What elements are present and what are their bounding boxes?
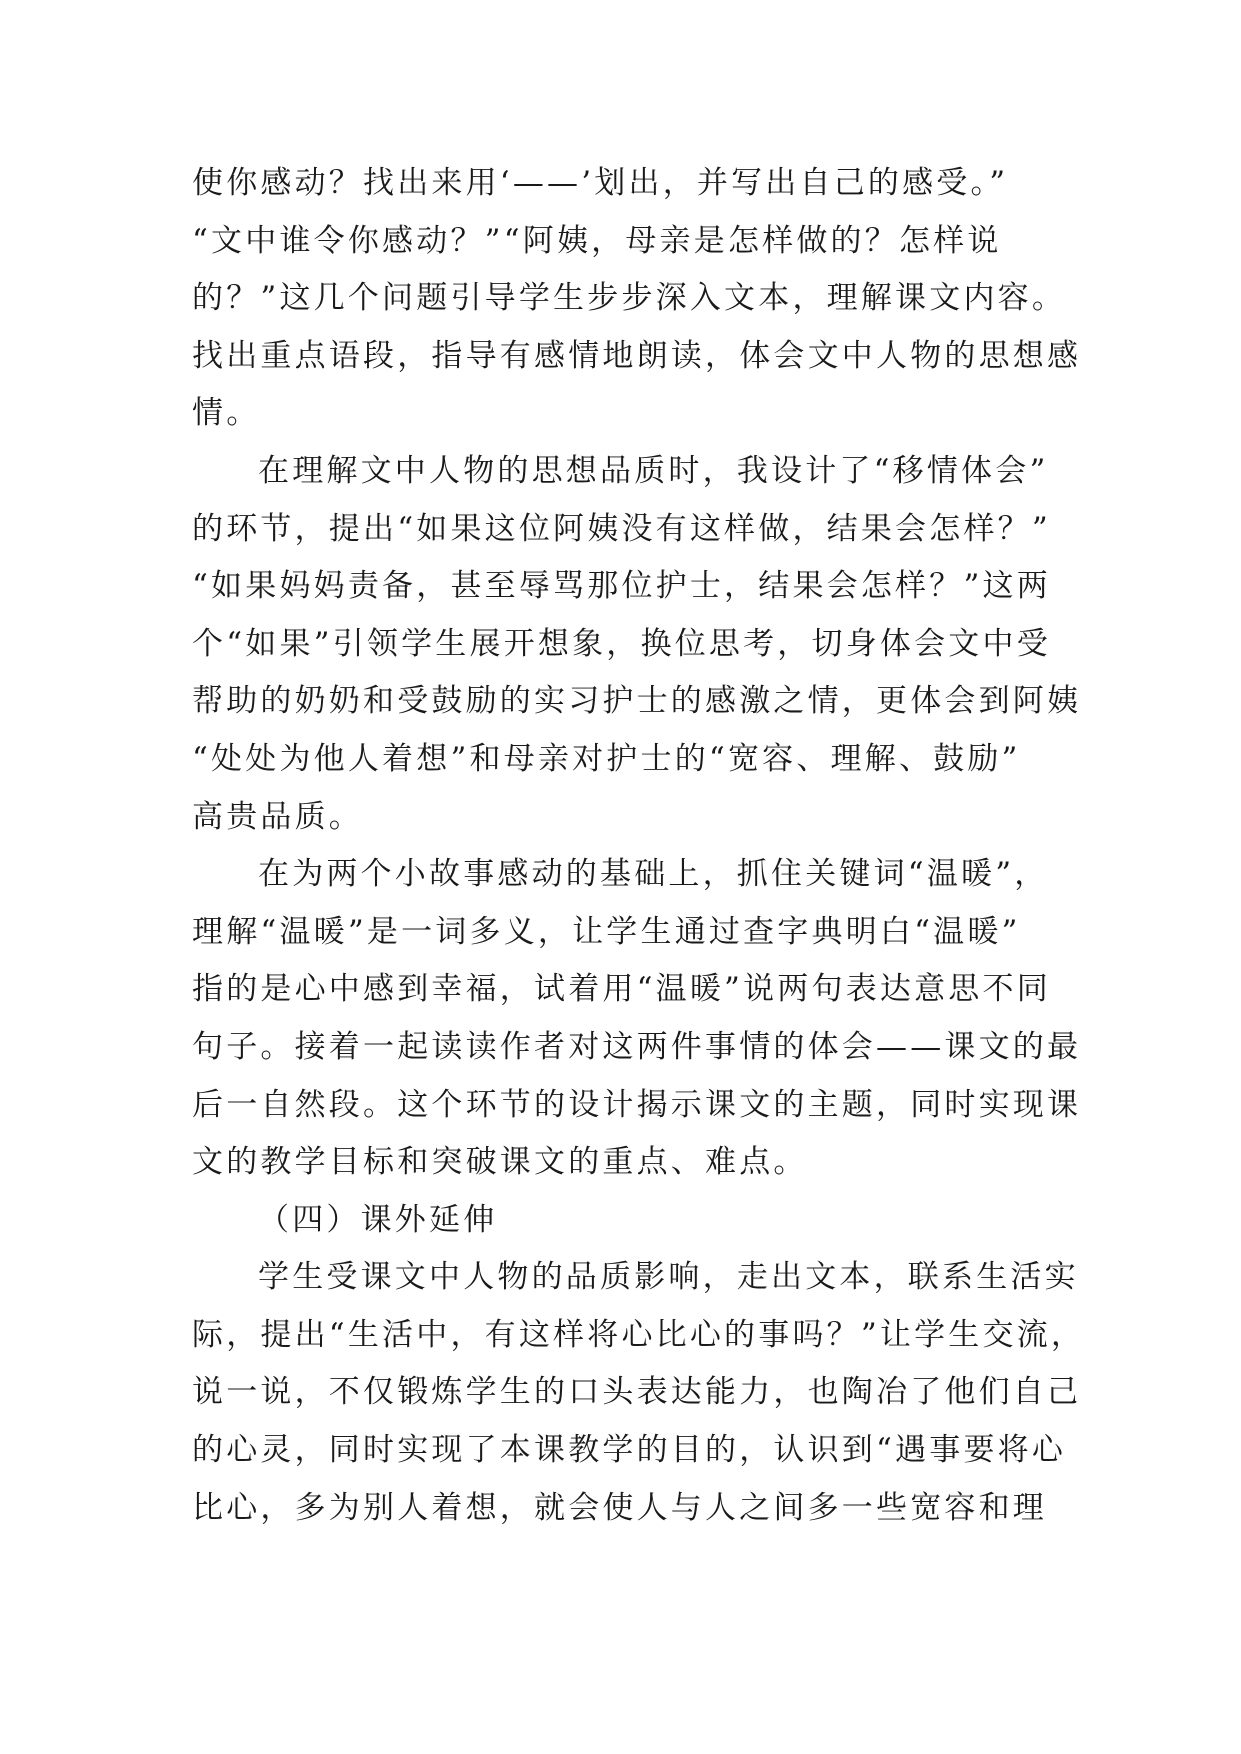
text-line: 个“如果”引领学生展开想象，换位思考，切身体会文中受 <box>192 625 1051 662</box>
text-line: “如果妈妈责备，甚至辱骂那位护士，结果会怎样？”这两 <box>192 568 1051 605</box>
text-line: “处处为他人着想”和母亲对护士的“宽容、理解、鼓励” <box>192 740 1021 777</box>
text-line: 际，提出“生活中，有这样将心比心的事吗？”让学生交流， <box>192 1316 1086 1353</box>
text-line: 帮助的奶奶和受鼓励的实习护士的感激之情，更体会到阿姨 <box>192 683 1082 720</box>
text-line: 后一自然段。这个环节的设计揭示课文的主题，同时实现课 <box>192 1086 1082 1123</box>
paragraph-first-line: 学生受课文中人物的品质影响，走出文本，联系生活实 <box>258 1259 1079 1296</box>
text-line: 文的教学目标和突破课文的重点、难点。 <box>192 1144 808 1181</box>
text-line: “文中谁令你感动？”“阿姨，母亲是怎样做的？怎样说 <box>192 222 1002 259</box>
body-text <box>192 155 1086 1537</box>
paragraph-first-line: 在理解文中人物的思想品质时，我设计了“移情体会” <box>258 452 1049 489</box>
text-line: 理解“温暖”是一词多义，让学生通过查字典明白“温暖” <box>192 913 1021 950</box>
text-line: 句子。接着一起读读作者对这两件事情的体会——课文的最 <box>192 1028 1082 1065</box>
section-heading: （四）课外延伸 <box>258 1201 498 1238</box>
text-line: 高贵品质。 <box>192 798 363 835</box>
text-line: 的环节，提出“如果这位阿姨没有这样做，结果会怎样？” <box>192 510 1051 547</box>
text-line: 说一说，不仅锻炼学生的口头表达能力，也陶冶了他们自己 <box>192 1374 1082 1411</box>
text-line: 找出重点语段，指导有感情地朗读，体会文中人物的思想感 <box>192 337 1082 374</box>
text-line: 使你感动？找出来用‘——’划出，并写出自己的感受。” <box>192 165 1009 201</box>
text-line: 指的是心中感到幸福，试着用“温暖”说两句表达意思不同 <box>192 971 1051 1008</box>
text-line: 的心灵，同时实现了本课教学的目的，认识到“遇事要将心 <box>192 1432 1067 1469</box>
text-line: 比心，多为别人着想，就会使人与人之间多一些宽容和理 <box>192 1489 1047 1526</box>
paragraph-first-line: 在为两个小故事感动的基础上，抓住关键词“温暖”， <box>258 856 1049 893</box>
text-line: 情。 <box>192 395 261 432</box>
text-line: 的？”这几个问题引导学生步步深入文本，理解课文内容。 <box>192 280 1067 317</box>
